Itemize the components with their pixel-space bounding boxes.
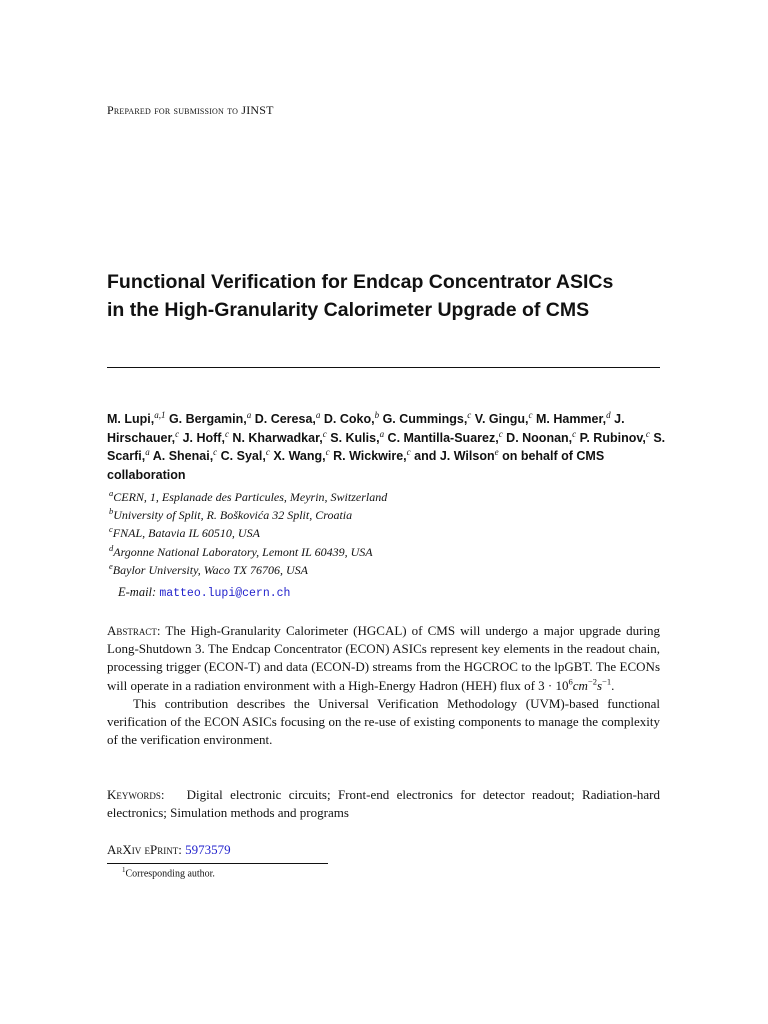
affiliation-mark: d	[109, 542, 114, 553]
footnote-rule	[107, 863, 328, 864]
author-affiliation-mark: c	[265, 446, 270, 457]
abstract-p1-end: .	[611, 677, 615, 693]
author-name: A. Shenai,	[152, 449, 214, 463]
affiliation-mark: e	[109, 560, 113, 571]
authors-collaboration-note: on behalf of CMS collaboration	[107, 449, 605, 482]
paper-title	[107, 268, 667, 324]
author-name: J. Hoff,	[182, 430, 225, 445]
author-name: M. Lupi,	[107, 412, 155, 426]
author-affiliation-mark: b	[374, 409, 380, 420]
affiliation-item	[109, 488, 669, 506]
author-name: R. Wickwire,	[333, 449, 407, 463]
affiliation-text: FNAL, Batavia IL 60510, USA	[112, 526, 260, 541]
author-affiliation-mark: c	[224, 428, 229, 439]
abstract	[107, 622, 660, 749]
keywords-text: Digital electronic circuits; Front-end electronics for detector readout; Radiation-hard electronics; Simulation methods and programs	[107, 787, 661, 821]
title-line-2: in the High-Granularity Calorimeter Upgrade of CMS	[107, 299, 590, 321]
keywords	[107, 786, 660, 822]
affiliation-item	[109, 561, 669, 579]
author-name: C. Syal,	[220, 449, 266, 463]
abstract-paragraph-2: This contribution describes the Universal Verification Methodology (UVM)-based functional verification of the ECON ASICs focusing on the re-use of existing components to manage the complexity of the verification environment.	[107, 695, 660, 748]
abstract-exp-2: −2	[587, 676, 597, 687]
affiliation-mark: c	[109, 524, 113, 535]
author-name: D. Noonan,	[506, 430, 573, 445]
contact-email	[118, 585, 290, 600]
author-name: G. Cummings,	[382, 412, 468, 426]
abstract-exp-3: −1	[602, 676, 612, 687]
author-name: J. Hirschauer,	[107, 412, 625, 445]
affiliation-item	[109, 524, 669, 542]
author-name: D. Ceresa,	[254, 412, 316, 426]
affiliation-text: CERN, 1, Esplanade des Particules, Meyrin, Switzerland	[113, 490, 388, 504]
author-affiliation-mark: c	[325, 446, 330, 457]
author-name: C. Mantilla-Suarez,	[387, 430, 499, 445]
author-affiliation-mark: e	[494, 446, 499, 457]
author-name: S. Kulis,	[330, 430, 380, 445]
affiliation-list	[109, 488, 669, 579]
email-address-link[interactable]: matteo.lupi@cern.ch	[159, 587, 291, 600]
arxiv-eprint	[107, 842, 231, 858]
affiliation-text: Argonne National Laboratory, Lemont IL 60439, USA	[113, 544, 373, 559]
author-affiliation-mark: c	[645, 428, 650, 439]
author-affiliation-mark: c	[572, 428, 577, 439]
abstract-unit-s: s	[596, 677, 603, 693]
footnote-text: Corresponding author.	[125, 868, 215, 880]
author-affiliation-mark: a	[145, 446, 150, 457]
author-affiliation-mark: a	[246, 409, 252, 420]
eprint-number-link[interactable]: 5973579	[185, 842, 231, 857]
author-affiliation-mark: c	[213, 446, 218, 457]
author-name: G. Bergamin,	[168, 412, 247, 426]
author-name: and J. Wilson	[414, 449, 495, 463]
author-affiliation-mark: c	[528, 409, 533, 420]
abstract-paragraph-1	[107, 622, 660, 695]
affiliation-text: University of Split, R. Boškovića 32 Split, Croatia	[113, 508, 353, 523]
affiliation-item	[109, 506, 669, 524]
author-name: V. Gingu,	[474, 412, 529, 426]
submission-header: Prepared for submission to JINST	[107, 103, 274, 117]
affiliation-text: Baylor University, Waco TX 76706, USA	[112, 562, 308, 577]
author-affiliation-mark: a	[315, 409, 321, 420]
affiliation-item	[109, 543, 669, 561]
author-name: N. Kharwadkar,	[232, 430, 323, 445]
author-affiliation-mark: c	[467, 409, 472, 420]
abstract-unit-cm: cm	[572, 677, 588, 693]
abstract-label: Abstract:	[107, 623, 161, 638]
author-affiliation-mark: d	[606, 409, 611, 420]
affiliation-mark: a	[109, 488, 114, 498]
author-affiliation-mark: c	[175, 428, 180, 439]
author-affiliation-mark: a,1	[154, 409, 166, 420]
affiliation-mark: b	[109, 506, 114, 517]
author-affiliation-mark: c	[406, 446, 411, 457]
author-name: D. Coko,	[323, 412, 375, 426]
title-rule	[107, 367, 660, 368]
footnote	[122, 866, 215, 879]
email-label: E-mail:	[118, 585, 157, 599]
author-affiliation-mark: a	[379, 428, 385, 439]
author-name: S. Scarfi,	[107, 430, 666, 463]
author-affiliation-mark: c	[322, 428, 327, 439]
author-affiliation-mark: c	[498, 428, 503, 439]
author-list	[107, 410, 667, 484]
abstract-p1-text: The High-Granularity Calorimeter (HGCAL) of CMS will undergo a major upgrade during Long-Shutdown 3. The Endcap Concentrator (ECON) ASICs represent key elements in the readout chain, processing trigger (ECON-T) and data (ECON-D) streams from the HGCROC to the lpGBT. The ECONs will operate in a radiation environment with a High-Energy Hadron (HEH) flux of 3 · 10	[107, 623, 661, 693]
keywords-label: Keywords:	[107, 787, 165, 802]
author-name: M. Hammer,	[535, 412, 607, 426]
title-line-1: Functional Verification for Endcap Concentrator ASICs	[107, 271, 614, 293]
author-name: P. Rubinov,	[579, 430, 646, 445]
eprint-label: ArXiv ePrint:	[107, 842, 182, 857]
abstract-exp-1: 6	[568, 676, 573, 687]
footnote-mark: 1	[122, 866, 126, 874]
author-name: X. Wang,	[273, 449, 326, 463]
